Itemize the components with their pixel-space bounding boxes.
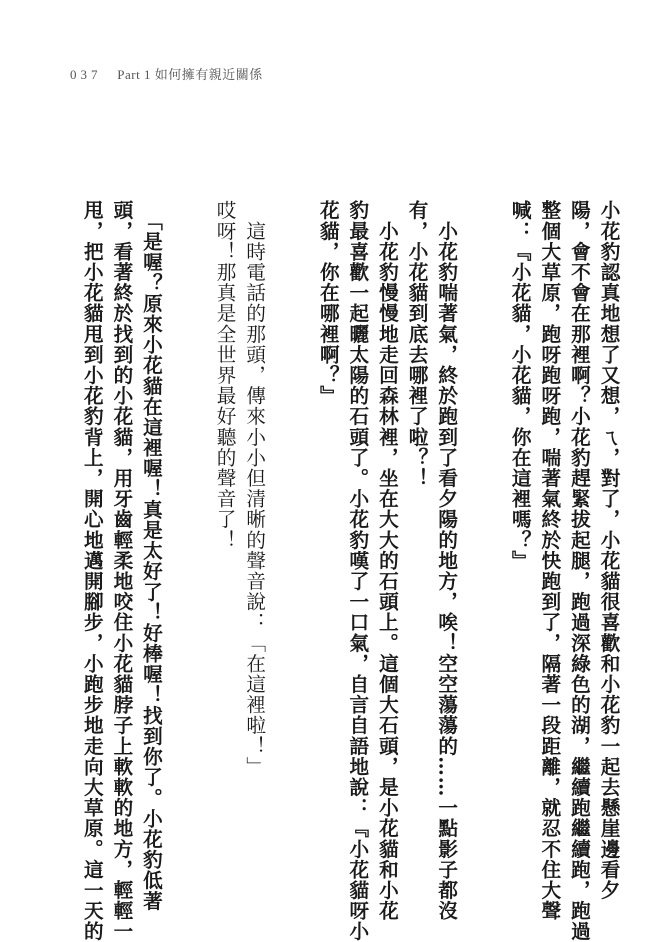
text-line-3: 整個大草原，跑呀跑呀跑，喘著氣終於快跑到了，隔著一段距離，就忍不住大聲 [537, 200, 561, 921]
paragraph-gap [165, 200, 209, 201]
text-line-7: 小花豹慢慢地走回森林裡，坐在大大的石頭上。這個大石頭，是小花貓和小花 [375, 200, 399, 921]
text-line-2: 陽，會不會在那裡啊？小花豹趕緊拔起腿，跑過深綠色的湖，繼續跑繼續跑，跑過 [567, 200, 591, 942]
text-line-9: 花貓，你在哪裡啊？』 [316, 200, 340, 406]
text-line-5: 小花豹喘著氣，終於跑到了看夕陽的地方，唉！空空蕩蕩的……一點影子都沒 [434, 200, 458, 921]
paragraph-gap [461, 200, 505, 201]
page-number: 037 [70, 67, 102, 82]
text-line-14: 甩，把小花貓甩到小花豹背上，開心地邁開腳步，小跑步地走向大草原。這一天的 [80, 200, 104, 942]
text-line-12: 「是喔？原來小花貓在這裡喔！真是太好了！好棒喔！找到你了。小花豹低著 [139, 200, 163, 912]
paragraph-gap [269, 200, 313, 201]
text-line-8: 豹最喜歡一起曬太陽的石頭了。小花豹嘆了一口氣，自言自語地說：『小花貓呀小 [345, 200, 369, 942]
text-line-1: 小花豹認真地想了又想，ㄟ，對了，小花貓很喜歡和小花豹一起去懸崖邊看夕 [597, 200, 620, 901]
text-line-6: 有，小花貓到底去哪裡了啦？！ [405, 200, 429, 489]
text-line-13: 頭，看著終於找到的小花貓，用牙齒輕柔地咬住小花貓脖子上軟軟的地方，輕輕一 [109, 200, 133, 942]
running-header [70, 64, 263, 83]
text-line-4: 喊：『小花貓，小花貓，你在這裡嗎？』 [508, 200, 532, 571]
story-text-body [77, 200, 623, 942]
text-line-11: 哎呀！那真是全世界最好聽的聲音了！ [213, 200, 237, 551]
part-title: Part 1 如何擁有親近關係 [117, 67, 263, 82]
text-line-10: 這時電話的那頭，傳來小小但清晰的聲音說：「在這裡啦！」 [242, 200, 266, 777]
